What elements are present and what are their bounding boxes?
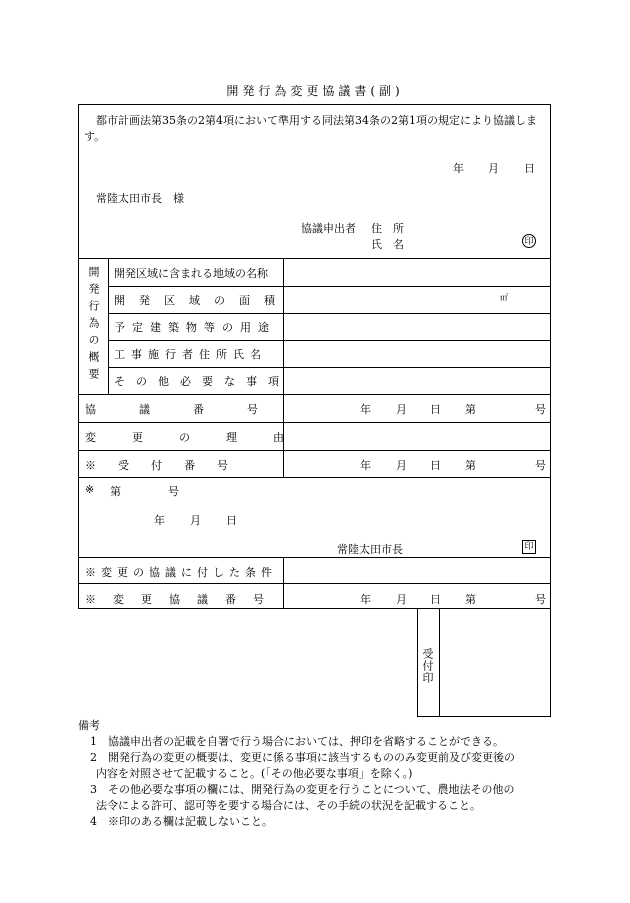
approval-year: 年 xyxy=(154,514,165,527)
mayor-label: 常陸太田市長 xyxy=(337,543,403,556)
receipt-stamp-label: 受付印 xyxy=(421,648,434,684)
header-year: 年 xyxy=(453,162,464,175)
change-year: 年 xyxy=(360,593,371,606)
consult-go: 号 xyxy=(535,403,546,416)
consult-year: 年 xyxy=(360,403,371,416)
change-go: 号 xyxy=(535,593,546,606)
addressee: 常陸太田市長 様 xyxy=(96,192,184,205)
notes-section xyxy=(78,718,558,830)
reason-label: 変更の理由 xyxy=(85,431,320,444)
page-title: 開発行為変更協議書(副) xyxy=(226,84,404,98)
consult-day: 日 xyxy=(430,403,441,416)
consult-month: 月 xyxy=(396,403,407,416)
note-1: 1 協議申出者の記載を自署で行う場合においては、押印を省略することができる。 xyxy=(90,735,504,748)
approval-mark: ※ xyxy=(85,483,95,496)
notes-heading: 備考 xyxy=(78,719,100,732)
header-month: 月 xyxy=(488,162,499,175)
approval-day: 日 xyxy=(226,514,237,527)
conditions-label: ※変更の協議に付した条件 xyxy=(85,566,277,579)
overview-row-region: 開発区域に含まれる地域の名称 xyxy=(114,267,268,280)
overview-row-use: 予定建築物等の用途 xyxy=(114,321,276,334)
mayor-seal: 印 xyxy=(522,540,536,554)
approval-month: 月 xyxy=(190,514,201,527)
approval-dai: 第 xyxy=(110,485,121,498)
receipt-day: 日 xyxy=(430,459,441,472)
receipt-go: 号 xyxy=(535,459,546,472)
receipt-no-label: ※受付番号 xyxy=(85,459,250,472)
area-unit: ㎡ xyxy=(500,293,508,302)
change-month: 月 xyxy=(396,593,407,606)
intro-text: 都市計画法第35条の2第4項において準用する同法第34条の2第1項の規定により協議します。 xyxy=(84,114,537,143)
change-dai: 第 xyxy=(465,593,476,606)
applicant-address-label: 住 所 xyxy=(371,222,404,235)
approval-go: 号 xyxy=(168,485,179,498)
note-2: 2 開発行為の変更の概要は、変更に係る事項に該当するもののみ変更前及び変更後の xyxy=(90,751,515,764)
overview-row-contractor: 工事施行者住所氏名 xyxy=(114,348,267,361)
receipt-dai: 第 xyxy=(465,459,476,472)
change-day: 日 xyxy=(430,593,441,606)
note-2-cont: 内容を対照させて記載すること。(「その他必要な事項」を除く。) xyxy=(96,767,413,780)
consult-dai: 第 xyxy=(465,403,476,416)
consult-no-label: 協議番号 xyxy=(85,403,301,416)
receipt-year: 年 xyxy=(360,459,371,472)
change-no-label: ※変更協議番号 xyxy=(85,593,281,606)
applicant-seal: 印 xyxy=(522,234,536,248)
note-3-cont: 法令による許可、認可等を要する場合には、その手続の状況を記載すること。 xyxy=(96,799,481,812)
overview-side-label: 開発行為の概要 xyxy=(87,266,100,385)
overview-row-other: その他必要な事項 xyxy=(114,375,290,388)
applicant-label: 協議申出者 xyxy=(301,222,356,235)
note-3: 3 その他必要な事項の欄には、開発行為の変更を行うことについて、農地法その他の xyxy=(90,783,515,796)
applicant-name-label: 氏 名 xyxy=(371,238,404,251)
header-day: 日 xyxy=(524,162,535,175)
receipt-stamp-box xyxy=(417,609,551,717)
overview-row-area: 開発区域の面積 xyxy=(114,294,289,307)
note-4: 4 ※印のある欄は記載しないこと。 xyxy=(90,815,273,828)
receipt-month: 月 xyxy=(396,459,407,472)
